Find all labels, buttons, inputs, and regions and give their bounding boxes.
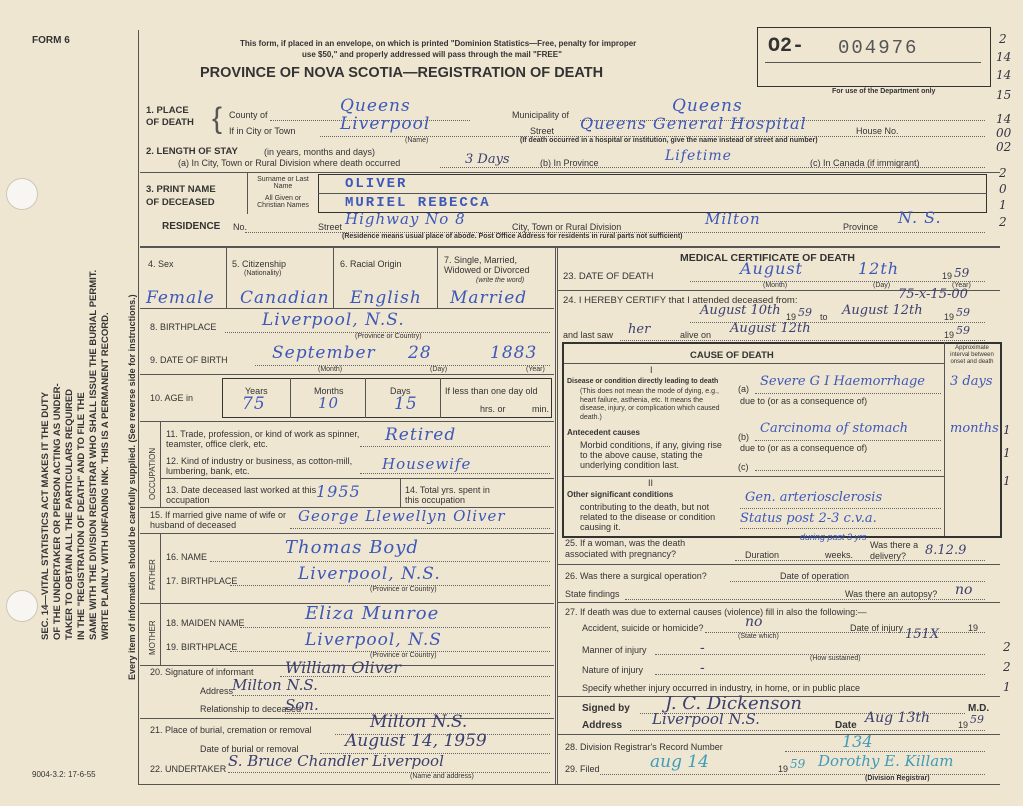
edge-code: 00	[996, 126, 1012, 140]
age-less-label: If less than one day old	[445, 386, 538, 396]
residence-province-label: Province	[843, 222, 879, 232]
alive-on-date: August 12th	[730, 321, 811, 336]
hrs-label: hrs. or	[480, 404, 506, 414]
punch-hole-bottom	[6, 590, 38, 622]
age-days-value: 15	[394, 394, 418, 414]
last-saw-label: and last saw	[563, 330, 614, 340]
trade-label: 11. Trade, profession, or kind of work as spinner, teamster, office clerk, etc.	[166, 429, 360, 449]
residence-no-label: No.	[233, 222, 248, 232]
divider	[333, 248, 334, 308]
age-years-value: 75	[242, 394, 266, 414]
edge-code: 14	[996, 50, 1012, 64]
specify-label: Specify whether injury occurred in industry, in home, or in public place	[582, 683, 860, 693]
city-value: Liverpool	[340, 114, 431, 134]
cause-a-interval: 3 days	[950, 374, 993, 389]
findings-line	[625, 599, 985, 600]
divider	[140, 718, 554, 719]
antecedent-note: Morbid conditions, if any, giving rise to the above cause, stating the underlying condition last.	[580, 440, 722, 470]
other-line-2	[740, 528, 941, 529]
dob-year-hint: (Year)	[526, 366, 545, 373]
dob-day: 28	[408, 343, 432, 363]
surgery-label: 26. Was there a surgical operation?	[565, 571, 707, 581]
stay-province-value: Lifetime	[665, 148, 732, 164]
burial-date-label: Date of burial or removal	[200, 744, 299, 754]
dob-label: 9. DATE OF BIRTH	[150, 355, 228, 365]
sign-year: 59	[970, 713, 984, 726]
physician-address: Liverpool N.S.	[652, 710, 760, 728]
birthplace-label: 8. BIRTHPLACE	[150, 322, 217, 332]
occupation-section-label: OCCUPATION	[148, 447, 157, 500]
divider	[140, 533, 554, 534]
to-year: 59	[956, 306, 970, 319]
during-note: during past 3 yrs	[800, 532, 867, 542]
stay-city-label: (a) In City, Town or Rural Division where death occurred	[178, 158, 401, 168]
nature-value: -	[700, 660, 705, 676]
municipality-label: Municipality of	[512, 110, 570, 120]
physician-signature: J. C. Dickenson	[665, 693, 802, 714]
informant-address-label: Address	[200, 686, 234, 696]
legal-line: IN THE "REGISTRATION OF DEATH" AND TO FILE THE	[76, 392, 87, 640]
postage-note-2: use $50," and properly addressed will pass through the mail "FREE"	[302, 50, 562, 59]
md-label: M.D.	[968, 703, 990, 714]
operation-date-label: Date of operation	[780, 571, 850, 581]
nature-label: Nature of injury	[582, 665, 644, 675]
dob-month: September	[272, 343, 376, 363]
due-to-a: due to (or as a consequence of)	[740, 396, 868, 406]
mother-name-label: 18. MAIDEN NAME	[166, 618, 245, 628]
racial-origin-label: 6. Racial Origin	[340, 259, 402, 269]
edge-code: 02	[996, 140, 1012, 154]
stay-city-value: 3 Days	[465, 152, 510, 167]
form-number: FORM 6	[32, 35, 70, 46]
autopsy-label: Was there an autopsy?	[845, 589, 938, 599]
trade-line	[360, 446, 550, 447]
last-worked-label: 13. Date deceased last worked at this occupation	[166, 485, 317, 505]
divider	[564, 476, 944, 477]
dod-month-hint: (Month)	[763, 282, 788, 289]
divider	[290, 378, 291, 418]
residence-province-value: N. S.	[898, 208, 942, 227]
sex-label: 4. Sex	[148, 259, 174, 269]
other-conditions-label: Other significant conditions	[567, 490, 674, 499]
brace: {	[212, 102, 223, 135]
divider	[160, 421, 161, 507]
marital-label: 7. Single, Married, Widowed or Divorced	[444, 255, 530, 275]
undertaker-line	[228, 772, 550, 773]
divider	[140, 374, 554, 375]
manner-label: Manner of injury	[582, 645, 647, 655]
dob-line	[255, 365, 550, 366]
dod-day: 12th	[858, 259, 900, 278]
divider	[140, 421, 554, 422]
dod-year: 59	[954, 266, 970, 280]
divider	[140, 246, 1000, 248]
direct-cause-note: (This does not mean the mode of dying, e.g., heart failure, asthenia, etc. It means the disease, injury, or complication which caused death.)	[580, 388, 720, 421]
filed-date: aug 14	[650, 752, 710, 772]
date-label: Date	[835, 720, 857, 731]
alive-on-label: alive on	[680, 330, 712, 340]
other-line-1	[740, 508, 941, 509]
mother-section-label: MOTHER	[148, 620, 157, 655]
marital-hint: (write the word)	[476, 277, 525, 284]
age-months-value: 10	[318, 394, 340, 412]
age-label: 10. AGE in	[150, 393, 194, 403]
injury-year: 19	[968, 623, 979, 633]
dod-day-hint: (Day)	[873, 282, 891, 289]
certify-label: 24. I HEREBY CERTIFY that I attended deceased from:	[563, 295, 798, 306]
age-months-label: Months	[314, 386, 344, 396]
address-label: Address	[582, 720, 623, 731]
due-to-b: due to (or as a consequence of)	[740, 443, 868, 453]
age-years-label: Years	[245, 386, 268, 396]
mother-birthplace-label: 19. BIRTHPLACE	[166, 642, 238, 652]
divider	[160, 533, 161, 603]
divider	[558, 734, 1000, 735]
last-worked-value: 1955	[316, 482, 361, 501]
form-left-border	[138, 30, 139, 785]
burial-place-value: Milton N.S.	[370, 712, 468, 732]
pregnancy-label: 25. If a woman, was the death associated with pregnancy?	[565, 538, 686, 559]
legal-line: SAME WITH THE DIVISION REGISTRAR WHO SHALL ISSUE THE BURIAL PERMIT.	[88, 269, 99, 640]
filed-year-prefix: 19	[778, 764, 789, 774]
divider	[140, 172, 1000, 173]
edge-code: 15	[996, 88, 1012, 102]
edge-code: 0	[999, 182, 1007, 196]
divider	[440, 378, 441, 418]
surname-label: Surname or Last Name	[257, 176, 309, 190]
cause-a-value: Severe G I Haemorrhage	[760, 374, 925, 389]
divider	[437, 248, 438, 308]
state-which: (State which)	[738, 633, 779, 640]
to-year-prefix: 19	[944, 312, 955, 322]
stay-province-label: (b) In Province	[540, 158, 599, 168]
signed-label: Signed by	[582, 703, 630, 714]
from-year: 59	[798, 306, 812, 319]
antecedent-label: Antecedent causes	[567, 428, 640, 437]
alive-year-prefix: 19	[944, 330, 955, 340]
father-name-value: Thomas Boyd	[285, 537, 419, 558]
father-birthplace-value: Liverpool, N.S.	[298, 564, 441, 584]
stay-canada-label: (c) In Canada (if immigrant)	[810, 158, 920, 168]
to-label: to	[820, 312, 828, 322]
other-condition-2: Status post 2-3 c.v.a.	[740, 511, 877, 526]
edge-code: 1	[1003, 680, 1011, 694]
edge-code: 1	[1003, 446, 1011, 460]
racial-origin-value: English	[350, 288, 422, 308]
column-divider	[555, 246, 558, 784]
citizenship-value: Canadian	[240, 288, 330, 308]
sign-date: Aug 13th	[865, 710, 930, 726]
delivery-label: Was there a delivery?	[870, 540, 919, 561]
weeks-label: weeks.	[825, 550, 854, 560]
external-label: 27. If death was due to external causes (violence) fill in also the following:—	[565, 607, 867, 617]
edge-code: 2	[999, 166, 1007, 180]
dod-year-hint: (Year)	[952, 282, 971, 289]
legal-line: OF THE UNDERTAKER OR PERSON ACTING AS UNDER-	[52, 383, 63, 640]
dob-month-hint: (Month)	[318, 366, 343, 373]
findings-label: State findings	[565, 589, 620, 599]
deceased-name-label: 3. PRINT NAME OF DECEASED	[146, 184, 216, 208]
injury-date-label: Date of injury	[850, 623, 904, 633]
date-of-death-label: 23. DATE OF DEATH	[563, 271, 654, 282]
marital-value: Married	[450, 288, 528, 308]
length-of-stay-label: 2. LENGTH OF STAY	[146, 146, 238, 157]
surgery-line	[730, 581, 985, 582]
accident-label: Accident, suicide or homicide?	[582, 623, 704, 633]
name-hint: (Name)	[405, 137, 429, 144]
registration-number: 004976	[838, 37, 919, 59]
residence-city-value: Milton	[705, 210, 761, 228]
duration-label: Duration	[745, 550, 780, 560]
divider	[564, 363, 944, 364]
informant-signature: William Oliver	[285, 658, 401, 677]
reg-box-underline	[765, 62, 981, 63]
informant-address: Milton N.S.	[232, 676, 318, 694]
citizenship-hint: (Nationality)	[244, 270, 282, 277]
divider	[558, 602, 1000, 603]
divider	[318, 193, 987, 194]
print-code: 9004-3.2: 17-6-55	[32, 770, 96, 779]
divider	[365, 378, 366, 418]
edge-code: 2	[1003, 640, 1011, 654]
autopsy-value: no	[955, 582, 973, 598]
section-ii: II	[648, 478, 654, 488]
edge-code: 2	[1003, 660, 1011, 674]
residence-note: (Residence means usual place of abode. Post Office Address for residents in rural parts not sufficient)	[342, 233, 683, 240]
edge-code: 1	[1003, 474, 1011, 488]
undertaker-value: S. Bruce Chandler Liverpool	[228, 752, 444, 770]
divider	[400, 478, 401, 507]
punch-hole-top	[6, 178, 38, 210]
dob-day-hint: (Day)	[430, 366, 448, 373]
nature-line	[655, 674, 985, 675]
mother-name-value: Eliza Munroe	[305, 603, 440, 624]
edge-code: 2	[999, 32, 1007, 46]
last-saw-who: her	[628, 322, 651, 337]
divider	[160, 603, 161, 665]
code-a: 75-x-15-00	[898, 287, 968, 302]
postage-note-1: This form, if placed in an envelope, on which is printed "Dominion Statistics—Free, penalty for improper	[240, 39, 637, 48]
legal-notice	[40, 270, 112, 640]
cause-b-interval: months	[950, 421, 999, 436]
dob-year: 1883	[490, 343, 538, 363]
informant-line	[280, 676, 550, 677]
form-bottom-border	[138, 784, 1000, 785]
industry-label: 12. Kind of industry or business, as cotton-mill, lumbering, bank, etc.	[166, 456, 353, 476]
delivery-code: 8.12.9	[925, 543, 967, 558]
dod-year-prefix: 19	[942, 271, 953, 281]
father-name-label: 16. NAME	[166, 552, 208, 562]
divider	[160, 478, 554, 479]
other-conditions-note: contributing to the death, but not related to the disease or condition causing it.	[580, 502, 716, 532]
divider	[140, 308, 554, 309]
father-birthplace-label: 17. BIRTHPLACE	[166, 576, 238, 586]
spouse-line	[290, 528, 550, 529]
legal-line: TAKER TO OBTAIN ALL THE PARTICULARS REQUIRED	[64, 388, 75, 640]
county-label: County of	[229, 110, 268, 120]
house-label: House No.	[856, 126, 899, 136]
given-names-label: All Given or Christian Names	[257, 195, 309, 209]
attended-from-date: August 10th	[700, 303, 781, 318]
other-condition-1: Gen. arteriosclerosis	[745, 490, 883, 505]
code-b: 151X	[905, 627, 940, 642]
age-days-label: Days	[390, 386, 411, 396]
instruction-note: Every item of information should be carefully supplied. (See reverse side for instructions.)	[127, 294, 137, 680]
citizenship-label: 5. Citizenship	[232, 259, 287, 269]
filed-label: 29. Filed	[565, 764, 600, 774]
cause-b-value: Carcinoma of stomach	[760, 421, 908, 436]
burial-place-label: 21. Place of burial, cremation or removal	[150, 725, 312, 735]
residence-street-value: Highway No 8	[345, 210, 466, 228]
form-title: PROVINCE OF NOVA SCOTIA—REGISTRATION OF DEATH	[200, 65, 604, 81]
informant-address-line	[232, 695, 550, 696]
divider	[247, 172, 248, 214]
direct-cause-label: Disease or condition directly leading to death	[567, 378, 719, 385]
mother-name-line	[240, 627, 550, 628]
registrar-signature: Dorothy E. Killam	[818, 752, 954, 770]
pregnancy-line	[735, 560, 985, 561]
alive-line	[620, 340, 985, 341]
dod-line	[690, 281, 985, 282]
stay-unit-note: (in years, months and days)	[264, 147, 376, 157]
cause-of-death-title: CAUSE OF DEATH	[690, 350, 774, 361]
industry-line	[360, 473, 550, 474]
cause-a-line	[755, 393, 941, 394]
interval-note: Approximate interval between onset and death	[950, 345, 994, 365]
record-number-label: 28. Division Registrar's Record Number	[565, 742, 723, 752]
residence-label: RESIDENCE	[162, 221, 221, 232]
department-use-note: For use of the Department only	[832, 88, 936, 95]
divider	[226, 248, 227, 308]
burial-date-value: August 14, 1959	[345, 731, 487, 751]
alive-year: 59	[956, 324, 970, 337]
cause-a-prefix: (a)	[738, 384, 749, 394]
spouse-value: George Llewellyn Oliver	[298, 507, 506, 525]
institution-note: (If death occurred in a hospital or institution, give the name instead of street and number)	[520, 137, 818, 144]
cause-c-line	[755, 470, 941, 471]
from-year-prefix: 19	[786, 312, 797, 322]
surname-value: OLIVER	[345, 176, 408, 192]
relationship-label: Relationship to deceased	[200, 704, 302, 714]
stay-line	[440, 167, 985, 168]
residence-street-label: Street	[318, 222, 343, 232]
registration-prefix: O2-	[768, 35, 805, 58]
legal-line: SEC. 14—VITAL STATISTICS ACT MAKES IT THE DUTY	[40, 391, 51, 640]
relationship-value: Son.	[285, 696, 319, 714]
cause-b-line	[755, 440, 941, 441]
sign-year-prefix: 19	[958, 720, 969, 730]
birthplace-value: Liverpool, N.S.	[262, 310, 405, 330]
spouse-label: 15. If married give name of wife or husband of deceased	[150, 510, 287, 530]
attended-to-date: August 12th	[842, 303, 923, 318]
street-label: Street	[530, 126, 555, 136]
edge-code: 14	[996, 68, 1012, 82]
mother-bp-hint: (Province or Country)	[370, 652, 437, 659]
min-label: min.	[532, 404, 550, 414]
edge-code: 14	[996, 112, 1012, 126]
city-label: If in City or Town	[229, 126, 296, 136]
total-years-label: 14. Total yrs. spent in this occupation	[405, 485, 490, 505]
address-line	[630, 730, 985, 731]
birthplace-hint: (Province or Country)	[355, 333, 422, 340]
mother-birthplace-value: Liverpool, N.S	[305, 630, 442, 650]
dod-month: August	[740, 259, 804, 278]
registrar-hint: (Division Registrar)	[865, 775, 930, 782]
place-of-death-label: 1. PLACE OF DEATH	[146, 105, 194, 128]
accident-value: no	[745, 614, 763, 630]
sex-value: Female	[146, 288, 215, 308]
section-i: I	[650, 365, 653, 375]
edge-code: 2	[999, 215, 1007, 229]
manner-value: -	[700, 640, 705, 656]
industry-value: Housewife	[382, 455, 472, 473]
municipality-value: Queens	[672, 96, 743, 116]
record-number-value: 134	[842, 732, 873, 751]
county-value: Queens	[340, 96, 411, 116]
how-sustained: (How sustained)	[810, 655, 861, 662]
undertaker-hint: (Name and address)	[410, 773, 474, 780]
edge-code: 1	[1003, 423, 1011, 437]
legal-line: WRITE PLAINLY WITH UNFADING INK. THIS IS A PERMANENT RECORD.	[100, 312, 111, 640]
trade-value: Retired	[385, 425, 457, 445]
given-names-value: MURIEL REBECCA	[345, 195, 491, 211]
street-value: Queens General Hospital	[580, 114, 807, 133]
father-bp-hint: (Province or Country)	[370, 586, 437, 593]
cause-b-prefix: (b)	[738, 432, 749, 442]
informant-label: 20. Signature of informant	[150, 667, 254, 677]
edge-code: 1	[999, 198, 1007, 212]
father-section-label: FATHER	[148, 559, 157, 590]
cause-c-prefix: (c)	[738, 462, 749, 472]
filed-year: 59	[790, 757, 806, 771]
medical-certificate-title: MEDICAL CERTIFICATE OF DEATH	[680, 252, 855, 264]
father-name-line	[210, 561, 550, 562]
residence-city-label: City, Town or Rural Division	[512, 222, 622, 232]
divider	[558, 564, 1000, 565]
interval-divider	[944, 342, 945, 536]
undertaker-label: 22. UNDERTAKER	[150, 764, 227, 774]
